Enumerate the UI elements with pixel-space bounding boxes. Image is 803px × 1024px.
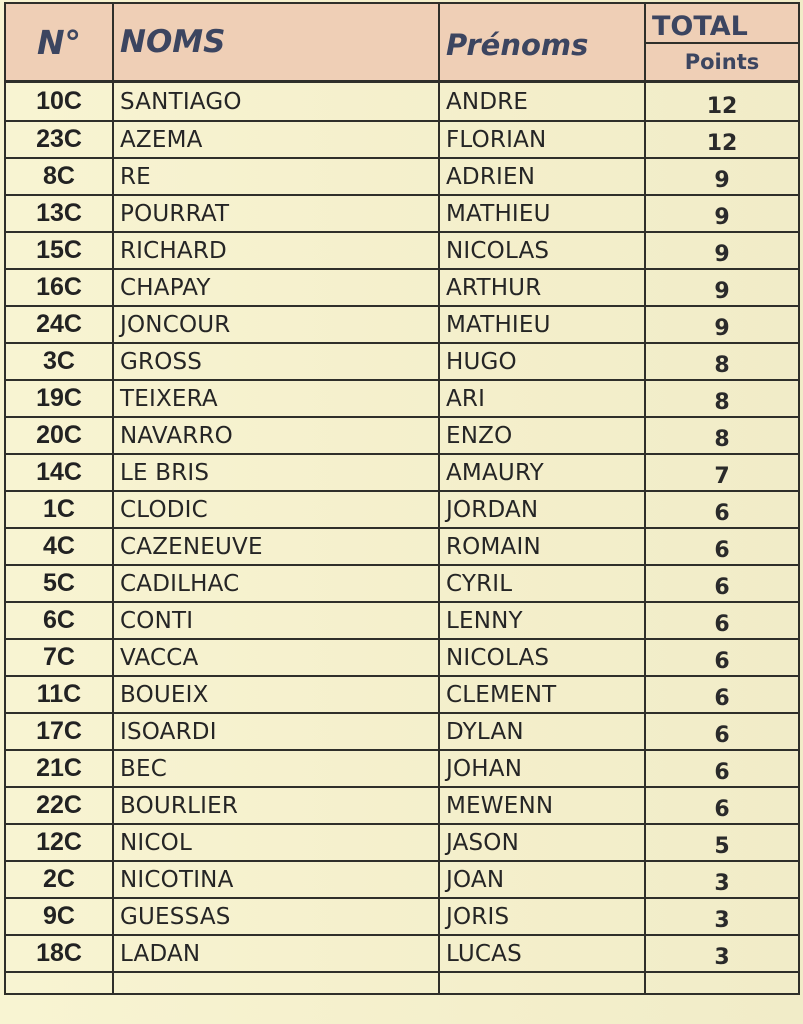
table-row (5, 528, 799, 565)
table-row (5, 417, 799, 454)
participant-first-name: MATHIEU (439, 195, 645, 232)
participant-points: 9 (645, 306, 799, 343)
participant-number: 4C (5, 528, 113, 565)
participant-last-name: RE (113, 158, 439, 195)
participant-last-name: GUESSAS (113, 898, 439, 935)
participant-last-name: NAVARRO (113, 417, 439, 454)
header-points: Points (645, 43, 799, 82)
participant-first-name: ARTHUR (439, 269, 645, 306)
table-row (5, 269, 799, 306)
results-table (4, 2, 800, 995)
participant-last-name: GROSS (113, 343, 439, 380)
participant-last-name: CADILHAC (113, 565, 439, 602)
participant-points: 6 (645, 639, 799, 676)
table-row (5, 750, 799, 787)
participant-points: 9 (645, 195, 799, 232)
participant-last-name: BOURLIER (113, 787, 439, 824)
table-row (5, 343, 799, 380)
participant-number: 5C (5, 565, 113, 602)
header-number: N° (5, 3, 113, 82)
participant-number: 16C (5, 269, 113, 306)
participant-points: 7 (645, 454, 799, 491)
table-row (5, 787, 799, 824)
table-row (5, 491, 799, 528)
table-row (5, 639, 799, 676)
participant-number: 15C (5, 232, 113, 269)
participant-first-name: ADRIEN (439, 158, 645, 195)
participant-points: 6 (645, 528, 799, 565)
participant-points: 5 (645, 824, 799, 861)
participant-number: 13C (5, 195, 113, 232)
participant-points: 3 (645, 935, 799, 972)
participant-last-name: BOUEIX (113, 676, 439, 713)
participant-number: 19C (5, 380, 113, 417)
participant-first-name: DYLAN (439, 713, 645, 750)
table-row (5, 454, 799, 491)
participant-points: 8 (645, 417, 799, 454)
participant-last-name: POURRAT (113, 195, 439, 232)
participant-number: 18C (5, 935, 113, 972)
participant-last-name: ISOARDI (113, 713, 439, 750)
table-row (5, 306, 799, 343)
participant-first-name: HUGO (439, 343, 645, 380)
participant-number: 23C (5, 121, 113, 158)
table-row (5, 82, 799, 122)
participant-number: 10C (5, 82, 113, 122)
participant-last-name: LADAN (113, 935, 439, 972)
participant-number: 12C (5, 824, 113, 861)
participant-number: 3C (5, 343, 113, 380)
participant-number: 8C (5, 158, 113, 195)
participant-last-name: BEC (113, 750, 439, 787)
participant-first-name: AMAURY (439, 454, 645, 491)
participant-number: 1C (5, 491, 113, 528)
participant-points: 8 (645, 343, 799, 380)
table-row (5, 380, 799, 417)
participant-last-name: SANTIAGO (113, 82, 439, 122)
header-first-names: Prénoms (439, 3, 645, 82)
participant-number: 20C (5, 417, 113, 454)
participant-first-name: ANDRE (439, 82, 645, 122)
table-row (5, 935, 799, 972)
empty-cell (5, 972, 113, 994)
participant-last-name: RICHARD (113, 232, 439, 269)
table-row (5, 676, 799, 713)
participant-first-name: LENNY (439, 602, 645, 639)
participant-last-name: CHAPAY (113, 269, 439, 306)
participant-last-name: CLODIC (113, 491, 439, 528)
participant-points: 6 (645, 491, 799, 528)
participant-last-name: JONCOUR (113, 306, 439, 343)
participant-number: 21C (5, 750, 113, 787)
participant-points: 6 (645, 750, 799, 787)
participant-last-name: LE BRIS (113, 454, 439, 491)
participant-number: 7C (5, 639, 113, 676)
participant-last-name: TEIXERA (113, 380, 439, 417)
table-row (5, 898, 799, 935)
participant-first-name: NICOLAS (439, 232, 645, 269)
table-row (5, 121, 799, 158)
participant-number: 24C (5, 306, 113, 343)
table-row (5, 861, 799, 898)
table-row (5, 602, 799, 639)
table-row (5, 195, 799, 232)
participant-points: 8 (645, 380, 799, 417)
participant-first-name: ARI (439, 380, 645, 417)
table-row (5, 713, 799, 750)
participant-number: 17C (5, 713, 113, 750)
participant-first-name: JOAN (439, 861, 645, 898)
participant-points: 12 (645, 82, 799, 122)
participant-points: 6 (645, 565, 799, 602)
table-row (5, 158, 799, 195)
participant-first-name: MEWENN (439, 787, 645, 824)
participant-last-name: VACCA (113, 639, 439, 676)
empty-cell (439, 972, 645, 994)
participant-last-name: CAZENEUVE (113, 528, 439, 565)
participant-first-name: CYRIL (439, 565, 645, 602)
participant-first-name: LUCAS (439, 935, 645, 972)
header-row (5, 3, 799, 43)
participant-last-name: NICOTINA (113, 861, 439, 898)
empty-cell (645, 972, 799, 994)
participant-number: 2C (5, 861, 113, 898)
participant-first-name: CLEMENT (439, 676, 645, 713)
participant-first-name: JORDAN (439, 491, 645, 528)
participant-first-name: ENZO (439, 417, 645, 454)
table-row (5, 565, 799, 602)
participant-points: 6 (645, 676, 799, 713)
participant-points: 6 (645, 713, 799, 750)
participant-number: 9C (5, 898, 113, 935)
participant-points: 6 (645, 787, 799, 824)
participant-number: 11C (5, 676, 113, 713)
table-row (5, 232, 799, 269)
participant-last-name: CONTI (113, 602, 439, 639)
participant-points: 3 (645, 861, 799, 898)
participant-points: 9 (645, 232, 799, 269)
participant-points: 9 (645, 269, 799, 306)
participant-points: 12 (645, 121, 799, 158)
participant-number: 22C (5, 787, 113, 824)
participant-first-name: JASON (439, 824, 645, 861)
header-names: NOMS (113, 3, 439, 82)
participant-first-name: NICOLAS (439, 639, 645, 676)
participant-number: 6C (5, 602, 113, 639)
participant-first-name: FLORIAN (439, 121, 645, 158)
table-row (5, 824, 799, 861)
participant-number: 14C (5, 454, 113, 491)
table-body (5, 82, 799, 995)
participant-first-name: ROMAIN (439, 528, 645, 565)
participant-points: 6 (645, 602, 799, 639)
participant-points: 9 (645, 158, 799, 195)
participant-points: 3 (645, 898, 799, 935)
participant-first-name: MATHIEU (439, 306, 645, 343)
empty-cell (113, 972, 439, 994)
participant-first-name: JORIS (439, 898, 645, 935)
participant-first-name: JOHAN (439, 750, 645, 787)
header-total: TOTAL (645, 3, 799, 43)
participant-last-name: NICOL (113, 824, 439, 861)
participant-last-name: AZEMA (113, 121, 439, 158)
empty-row (5, 972, 799, 994)
